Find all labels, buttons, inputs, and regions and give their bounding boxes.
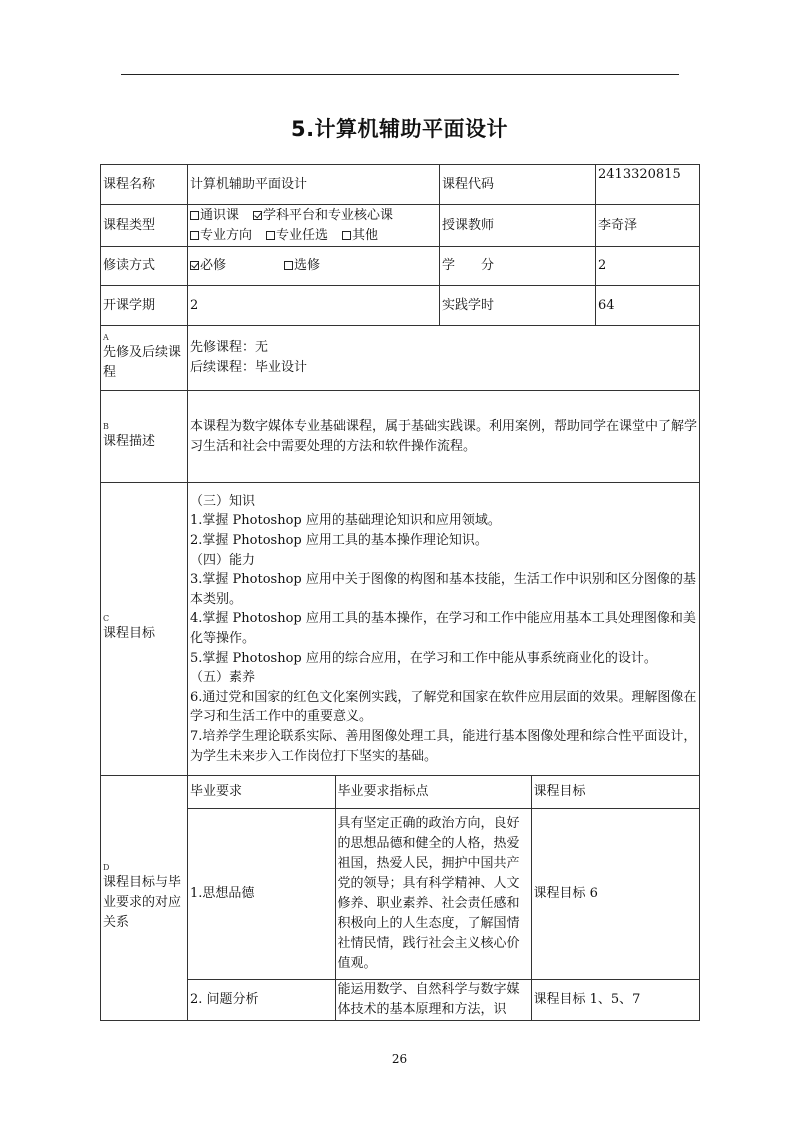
table-row xyxy=(188,979,700,1020)
goal-line: （五）素养 xyxy=(190,670,256,686)
checked-checkbox-icon xyxy=(253,211,262,220)
goal-line: 3.掌握 Photoshop 应用中关于图像的构图和基本技能，生活工作中识别和区分图像的基本类别。 xyxy=(190,572,696,607)
goal-line: （三）知识 xyxy=(190,493,256,509)
mapping-header-row xyxy=(188,776,700,808)
checkbox-icon xyxy=(190,231,199,240)
value-course-code: 2413320815 xyxy=(596,165,700,205)
option-major-direction[interactable]: 专业方向 xyxy=(190,228,252,243)
row-goal-mapping xyxy=(101,776,700,1021)
label-course-type: 课程类型 xyxy=(101,205,188,247)
row-study-mode xyxy=(101,247,700,286)
value-practice-hours: 64 xyxy=(596,286,700,326)
label-course-goals: C 课程目标 xyxy=(101,483,188,776)
mapping-table xyxy=(188,776,700,1020)
page-number: 26 xyxy=(391,1052,408,1066)
goal-line: （四）能力 xyxy=(190,552,256,568)
header-rule xyxy=(121,74,679,75)
label-goal-mapping: D 课程目标与毕业要求的对应关系 xyxy=(101,776,188,1021)
option-elective[interactable]: 选修 xyxy=(284,258,320,273)
mapping-container xyxy=(188,776,700,1021)
value-credit: 2 xyxy=(596,247,700,286)
page-title: 5.计算机辅助平面设计 xyxy=(290,117,509,141)
goal-line: 5.掌握 Photoshop 应用的综合应用，在学习和工作中能从事系统商业化的设计。 xyxy=(190,650,657,666)
goal-line: 7.培养学生理论联系实际、善用图像处理工具，能进行基本图像处理和综合性平面设计，为学生未来步入工作岗位打下坚实的基础。 xyxy=(190,728,697,764)
label-description: B 课程描述 xyxy=(101,391,188,483)
row-prerequisites xyxy=(101,326,700,391)
section-letter: A xyxy=(103,333,109,342)
option-required[interactable]: 必修 xyxy=(190,258,226,273)
label-teacher: 授课教师 xyxy=(440,205,596,247)
option-core[interactable]: 学科平台和专业核心课 xyxy=(253,208,393,223)
checkbox-icon xyxy=(342,231,351,240)
goal-cell: 课程目标 1、5、7 xyxy=(531,979,700,1020)
section-letter: B xyxy=(103,421,109,431)
requirement-cell: 2. 问题分析 xyxy=(188,979,335,1020)
value-course-name: 计算机辅助平面设计 xyxy=(188,165,440,205)
row-term xyxy=(101,286,700,326)
section-letter: C xyxy=(103,614,110,623)
table-row xyxy=(188,808,700,979)
label-prerequisites: A 先修及后续课程 xyxy=(101,326,188,391)
goal-line: 6.通过党和国家的红色文化案例实践，了解党和国家在软件应用层面的效果。理解图像在学习和生活工作中的重要意义。 xyxy=(190,689,697,725)
row-course-goals xyxy=(101,483,700,776)
requirement-cell: 1.思想品德 xyxy=(188,808,335,979)
checkbox-icon xyxy=(266,231,275,240)
section-letter: D xyxy=(103,862,110,872)
row-description xyxy=(101,391,700,483)
header-goal: 课程目标 xyxy=(531,776,700,808)
label-practice-hours: 实践学时 xyxy=(440,286,596,326)
value-description: 本课程为数字媒体专业基础课程，属于基础实践课。利用案例，帮助同学在课堂中了解学习生活和社会中需要处理的方法和软件操作流程。 xyxy=(188,391,700,483)
value-teacher: 李奇泽 xyxy=(596,205,700,247)
header-indicator: 毕业要求指标点 xyxy=(335,776,531,808)
course-type-options xyxy=(188,205,440,247)
goal-line: 1.掌握 Photoshop 应用的基础理论知识和应用领域。 xyxy=(190,513,501,529)
label-course-code: 课程代码 xyxy=(440,165,596,205)
value-term: 2 xyxy=(188,286,440,326)
label-course-name: 课程名称 xyxy=(101,165,188,205)
header-requirement: 毕业要求 xyxy=(188,776,335,808)
option-general[interactable]: 通识课 xyxy=(190,208,239,223)
row-course-type xyxy=(101,205,700,247)
option-major-elective[interactable]: 专业任选 xyxy=(266,228,328,243)
study-mode-options xyxy=(188,247,440,286)
label-term: 开课学期 xyxy=(101,286,188,326)
value-course-goals xyxy=(188,483,700,776)
indicator-cell: 能运用数学、自然科学与数字媒体技术的基本原理和方法，识 xyxy=(335,979,531,1020)
goal-cell: 课程目标 6 xyxy=(531,808,700,979)
label-study-mode: 修读方式 xyxy=(101,247,188,286)
goal-line: 2.掌握 Photoshop 应用工具的基本操作理论知识。 xyxy=(190,533,488,549)
indicator-cell: 具有坚定正确的政治方向，良好的思想品德和健全的人格，热爱祖国，热爱人民，拥护中国共产党的领导；具有科学精神、人文修养、职业素养、社会责任感和积极向上的人生态度，了解国情社情民情，践行社会主义核心价值观。 xyxy=(335,808,531,979)
value-prerequisites: 先修课程：无 后续课程：毕业设计 xyxy=(188,326,700,391)
checked-checkbox-icon xyxy=(190,261,199,270)
checkbox-icon xyxy=(284,261,293,270)
label-credit: 学 分 xyxy=(440,247,596,286)
option-other[interactable]: 其他 xyxy=(342,228,378,243)
course-info-table xyxy=(100,164,700,1021)
goal-line: 4.掌握 Photoshop 应用工具的基本操作，在学习和工作中能应用基本工具处理图像和美化等操作。 xyxy=(190,611,696,646)
checkbox-icon xyxy=(190,211,199,220)
row-course-name xyxy=(101,165,700,205)
